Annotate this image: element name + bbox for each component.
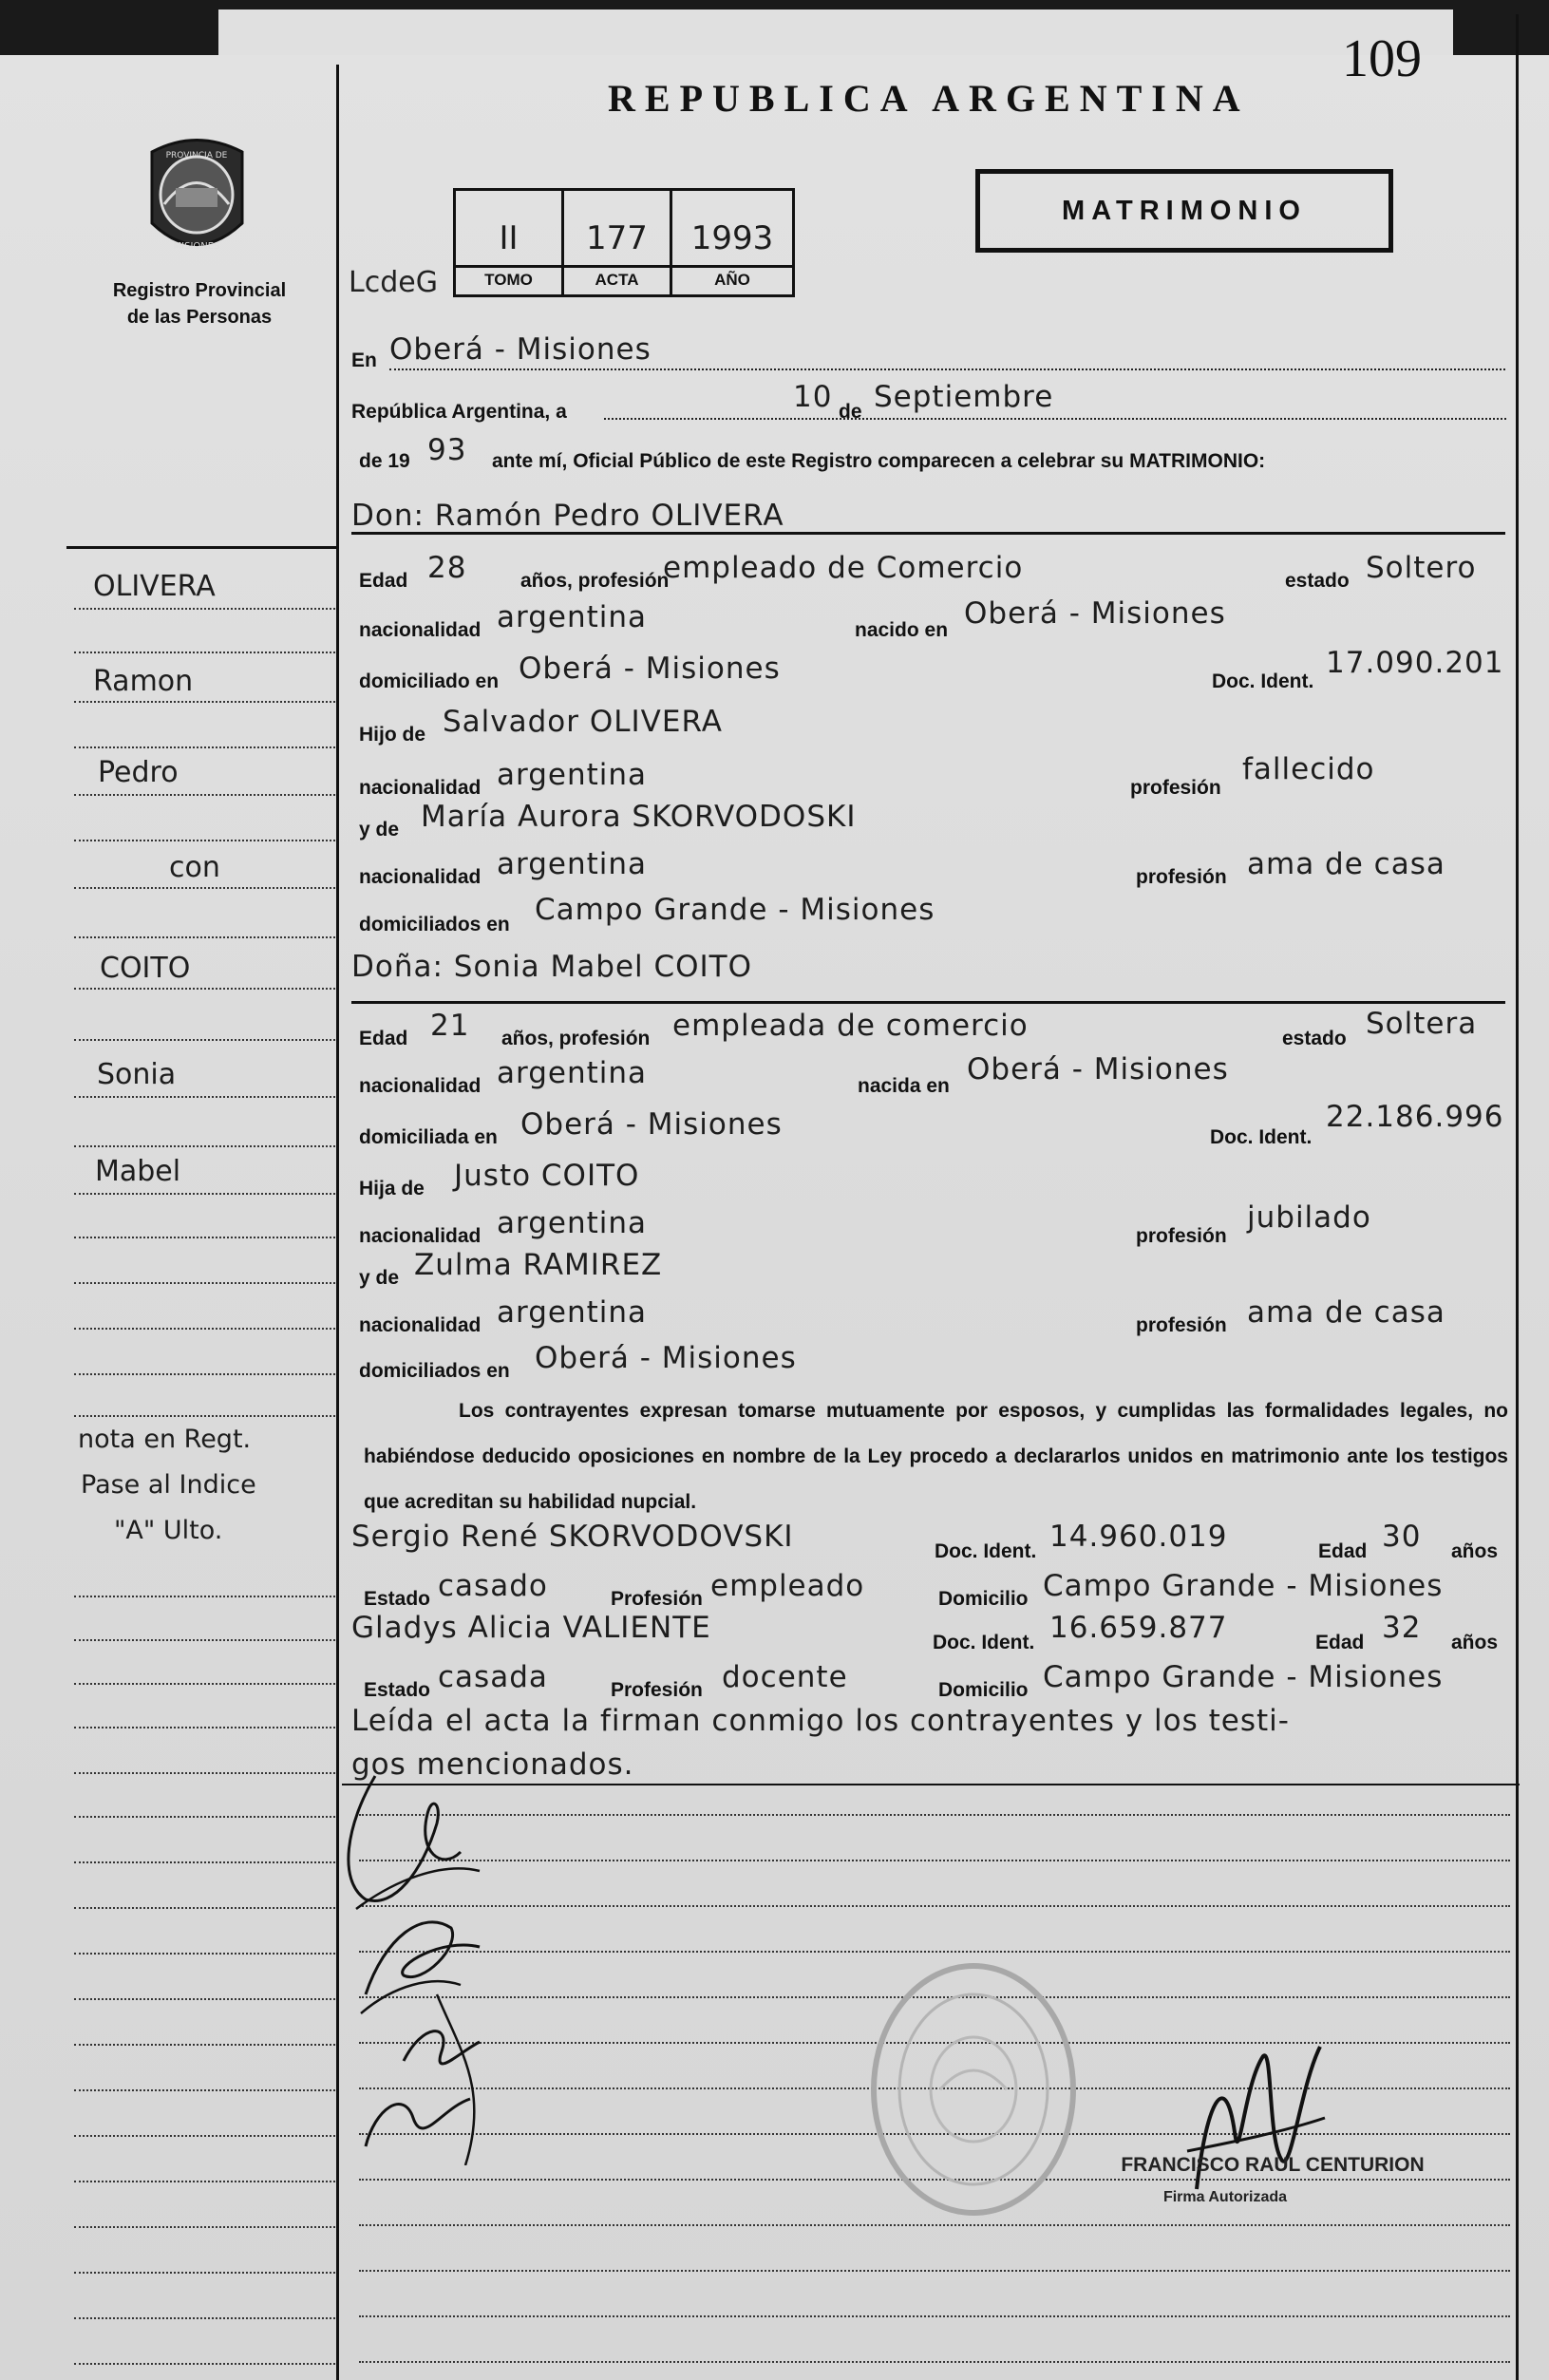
groom-birthplace: Oberá - Misiones	[964, 596, 1226, 631]
groom-father-row	[359, 705, 1508, 746]
side-dotted-rule	[74, 2272, 335, 2274]
groom-age-row	[359, 551, 1508, 592]
profesion-label: Profesión	[611, 1588, 703, 1610]
estado-label: estado	[1285, 570, 1350, 592]
volume-box	[453, 188, 795, 297]
registry-name	[90, 277, 309, 331]
groom-profession: empleado de Comercio	[663, 551, 1024, 585]
nacionalidad-label: nacionalidad	[359, 1314, 482, 1336]
sidebar-entry: OLIVERA	[93, 570, 216, 603]
side-dotted-rule	[74, 887, 335, 889]
groom-father-nationality: argentina	[497, 758, 648, 792]
day-value: 10	[793, 380, 833, 414]
anio-label: AÑO	[672, 265, 792, 294]
intro-date-row	[351, 380, 1505, 423]
dotted-rule	[359, 2224, 1510, 2226]
side-dotted-rule	[74, 1953, 335, 1955]
side-dotted-rule	[74, 1415, 335, 1417]
sidebar-entry: Pedro	[98, 756, 179, 789]
side-dotted-rule	[74, 1237, 335, 1238]
scan-top-edge	[0, 0, 1549, 55]
witness-1-status: casado	[438, 1569, 548, 1603]
witness-2-status: casada	[438, 1660, 548, 1694]
side-dotted-rule	[74, 1328, 335, 1330]
seal-text-bottom: MISIONES	[173, 241, 220, 252]
anios-label: años	[1451, 1632, 1499, 1653]
edad-label: Edad	[1315, 1632, 1365, 1653]
profesion-label: profesión	[1130, 777, 1221, 799]
edad-label: Edad	[359, 570, 408, 592]
witness-1-domicile: Campo Grande - Misiones	[1043, 1569, 1444, 1603]
bride-nationality-row	[359, 1052, 1508, 1097]
nacionalidad-label: nacionalidad	[359, 777, 482, 799]
groom-mother-info-row	[359, 847, 1508, 888]
bride-father-profession: jubilado	[1247, 1200, 1371, 1235]
estado-label: Estado	[364, 1588, 431, 1610]
bride-father-row	[359, 1161, 1508, 1199]
y-de-label: y de	[359, 1267, 400, 1289]
side-dotted-rule	[74, 1907, 335, 1909]
declaration-text: Los contrayentes expresan tomarse mutuamente por esposos, y cumplidas las formalidades legales, no habiéndose deducido oposiciones en nombre de la Ley procedo a declararlos unidos en matrimonio ante los testigos que acreditan su habilidad nupcial.	[364, 1400, 1508, 1513]
groom-father: Salvador OLIVERA	[443, 705, 723, 739]
handwritten-signatures	[337, 1766, 584, 2165]
side-dotted-rule	[74, 1639, 335, 1641]
bride-domicile: Oberá - Misiones	[520, 1107, 783, 1142]
en-label: En	[351, 349, 377, 371]
side-dotted-rule	[74, 1373, 335, 1375]
witness-2-domicile: Campo Grande - Misiones	[1043, 1660, 1444, 1694]
official-stamp	[864, 1956, 1083, 2222]
side-dotted-rule	[74, 1772, 335, 1774]
anio-value: 1993	[690, 219, 774, 257]
domiciliados-label: domiciliados en	[359, 914, 510, 935]
profesion-label: profesión	[1136, 1314, 1227, 1336]
side-dotted-rule	[74, 1145, 335, 1147]
groom-name: Don: Ramón Pedro OLIVERA	[351, 499, 784, 533]
sidebar-note: Pase al Indice	[81, 1470, 256, 1500]
document-title: REPUBLICA ARGENTINA	[608, 77, 1250, 120]
profesion-label: profesión	[1136, 866, 1227, 888]
groom-mother: María Aurora SKORVODOSKI	[421, 800, 857, 834]
doc-ident-label: Doc. Ident.	[933, 1632, 1035, 1653]
domiciliado-label: domiciliado en	[359, 671, 500, 692]
closing-text-2: gos mencionados.	[351, 1747, 634, 1782]
groom-nationality: argentina	[497, 600, 648, 634]
right-border	[1516, 14, 1519, 2380]
de-label: de	[839, 401, 862, 423]
sidebar-entry: con	[169, 851, 220, 884]
side-dotted-rule	[74, 1193, 335, 1195]
side-dotted-rule	[74, 1096, 335, 1098]
sidebar-note: nota en Regt.	[78, 1425, 252, 1454]
groom-domicile: Oberá - Misiones	[519, 652, 781, 686]
dotted-rule	[359, 2270, 1510, 2272]
tomo-value: II	[499, 219, 519, 257]
side-dotted-rule	[74, 652, 335, 653]
side-dotted-rule	[74, 2363, 335, 2365]
side-dotted-rule	[74, 1596, 335, 1597]
page-number: 109	[1342, 29, 1422, 88]
nacido-label: nacido en	[855, 619, 949, 641]
intro-place-row	[351, 332, 1505, 370]
dotted-rule	[604, 418, 1506, 420]
bride-mother-nationality: argentina	[497, 1295, 648, 1330]
witness-1-doc: 14.960.019	[1049, 1520, 1228, 1554]
anios-label: años	[1451, 1540, 1499, 1562]
sidebar-entry: Ramon	[93, 665, 194, 698]
section-label: MATRIMONIO	[975, 169, 1393, 253]
bride-age-row	[359, 1009, 1508, 1047]
month-value: Septiembre	[874, 380, 1054, 414]
acta-label: ACTA	[564, 265, 670, 294]
hija-label: Hija de	[359, 1178, 425, 1199]
side-dotted-rule	[74, 746, 335, 748]
bride-mother: Zulma RAMIREZ	[414, 1248, 663, 1282]
groom-age: 28	[427, 551, 467, 585]
witness-2-name: Gladys Alicia VALIENTE	[351, 1611, 711, 1645]
doc-ident-label: Doc. Ident.	[935, 1540, 1037, 1562]
side-dotted-rule	[74, 2135, 335, 2137]
domiciliados-label: domiciliados en	[359, 1360, 510, 1382]
dotted-rule	[359, 2361, 1510, 2363]
side-dotted-rule	[74, 794, 335, 796]
bride-name: Doña: Sonia Mabel COITO	[351, 950, 753, 984]
bride-birthplace: Oberá - Misiones	[967, 1052, 1229, 1086]
bride-domicile-row	[359, 1100, 1508, 1148]
solid-rule	[351, 532, 1505, 535]
registry-line-1: Registro Provincial	[112, 280, 287, 301]
side-dotted-rule	[74, 840, 335, 841]
nacionalidad-label: nacionalidad	[359, 1075, 482, 1097]
bride-status: Soltera	[1366, 1007, 1478, 1041]
witness-1-info-row	[364, 1569, 1518, 1610]
side-dotted-rule	[74, 1861, 335, 1863]
side-dotted-rule	[74, 2089, 335, 2091]
witness-1-age: 30	[1382, 1520, 1422, 1554]
sidebar-entry: Sonia	[97, 1058, 177, 1091]
acta-cell	[564, 191, 672, 294]
side-dotted-rule	[74, 1727, 335, 1728]
bride-parents-domicile-row	[359, 1341, 1508, 1382]
bride-father: Justo COITO	[454, 1159, 640, 1193]
bride-father-info-row	[359, 1200, 1508, 1247]
dotted-rule	[359, 2315, 1510, 2317]
domicilio-label: Domicilio	[938, 1679, 1029, 1701]
groom-parents-domicile-row	[359, 893, 1508, 935]
republica-label: República Argentina, a	[351, 401, 567, 423]
anios-profesion-label: años, profesión	[520, 570, 670, 592]
groom-domicile-row	[359, 646, 1508, 692]
witness-1-name: Sergio René SKORVODOVSKI	[351, 1520, 794, 1554]
groom-mother-row	[359, 800, 1508, 843]
side-dotted-rule	[74, 2181, 335, 2182]
doc-ident-label: Doc. Ident.	[1210, 1126, 1313, 1148]
tomo-label: TOMO	[456, 265, 561, 294]
seal-text-top: PROVINCIA DE	[165, 151, 228, 161]
side-dotted-rule	[74, 936, 335, 938]
side-dotted-rule	[74, 701, 335, 703]
witness-2-profession: docente	[722, 1660, 848, 1694]
side-dotted-rule	[74, 988, 335, 990]
nacionalidad-label: nacionalidad	[359, 866, 482, 888]
bride-mother-row	[359, 1248, 1508, 1290]
bride-doc: 22.186.996	[1326, 1100, 1504, 1134]
bride-age: 21	[430, 1009, 470, 1043]
nacionalidad-label: nacionalidad	[359, 1225, 482, 1247]
side-solid-rule	[66, 546, 336, 549]
closing-line-1	[351, 1704, 1520, 1742]
side-dotted-rule	[74, 1282, 335, 1284]
doc-ident-label: Doc. Ident.	[1212, 671, 1314, 692]
intro-year-row	[359, 433, 1513, 475]
sidebar-note: "A" Ulto.	[114, 1516, 223, 1545]
anios-profesion-label: años, profesión	[501, 1028, 651, 1049]
dotted-rule	[389, 368, 1505, 370]
profesion-label: profesión	[1136, 1225, 1227, 1247]
groom-mother-nationality: argentina	[497, 847, 648, 881]
bride-father-nationality: argentina	[497, 1206, 648, 1240]
sidebar-entry: COITO	[100, 952, 191, 985]
witness-2-doc: 16.659.877	[1049, 1611, 1228, 1645]
witness-1-row	[351, 1520, 1510, 1562]
side-dotted-rule	[74, 1683, 335, 1685]
witness-2-age: 32	[1382, 1611, 1422, 1645]
groom-father-profession: fallecido	[1242, 752, 1375, 786]
side-dotted-rule	[74, 1039, 335, 1041]
tomo-cell	[456, 191, 564, 294]
side-dotted-rule	[74, 608, 335, 610]
witness-2-row	[351, 1611, 1510, 1653]
profesion-label: Profesión	[611, 1679, 703, 1701]
side-dotted-rule	[74, 2044, 335, 2046]
anio-cell	[672, 191, 792, 294]
year-prefix: de 19	[359, 450, 410, 472]
hijo-label: Hijo de	[359, 724, 426, 746]
witness-1-profession: empleado	[710, 1569, 865, 1603]
authority-name: FRANCISCO RAUL CENTURION	[1121, 2154, 1425, 2176]
groom-mother-profession: ama de casa	[1247, 847, 1445, 881]
groom-status: Soltero	[1366, 551, 1477, 585]
side-dotted-rule	[74, 2317, 335, 2319]
nacionalidad-label: nacionalidad	[359, 619, 482, 641]
side-dotted-rule	[74, 1816, 335, 1818]
place-value: Oberá - Misiones	[389, 332, 652, 367]
witness-2-info-row	[364, 1660, 1518, 1701]
estado-label: estado	[1282, 1028, 1347, 1049]
domicilio-label: Domicilio	[938, 1588, 1029, 1610]
side-dotted-rule	[74, 1998, 335, 2000]
groom-father-info-row	[359, 752, 1508, 799]
intro-text: ante mí, Oficial Público de este Registro comparecen a celebrar su MATRIMONIO:	[492, 450, 1266, 472]
y-de-label: y de	[359, 819, 400, 841]
solid-rule	[351, 1001, 1505, 1004]
sidebar-entry: Mabel	[95, 1155, 181, 1188]
domiciliada-label: domiciliada en	[359, 1126, 498, 1148]
bride-nationality: argentina	[497, 1056, 648, 1090]
estado-label: Estado	[364, 1679, 431, 1701]
groom-nationality-row	[359, 596, 1508, 641]
bride-mother-info-row	[359, 1295, 1508, 1336]
acta-value: 177	[586, 219, 648, 257]
year-value: 93	[427, 433, 467, 467]
groom-doc: 17.090.201	[1326, 646, 1504, 680]
registry-code: LcdeG	[349, 266, 438, 299]
bride-parents-domicile: Oberá - Misiones	[535, 1341, 797, 1375]
registry-line-2: de las Personas	[126, 307, 273, 328]
bride-profession: empleada de comercio	[672, 1009, 1029, 1043]
side-dotted-rule	[74, 2226, 335, 2228]
authority-role: Firma Autorizada	[1162, 2189, 1288, 2205]
groom-parents-domicile: Campo Grande - Misiones	[535, 893, 935, 927]
closing-text-1: Leída el acta la firman conmigo los contrayentes y los testi-	[351, 1704, 1290, 1738]
provincial-seal-icon	[138, 133, 256, 266]
bride-mother-profession: ama de casa	[1247, 1295, 1445, 1330]
nacida-label: nacida en	[858, 1075, 950, 1097]
edad-label: Edad	[359, 1028, 408, 1049]
edad-label: Edad	[1318, 1540, 1368, 1562]
